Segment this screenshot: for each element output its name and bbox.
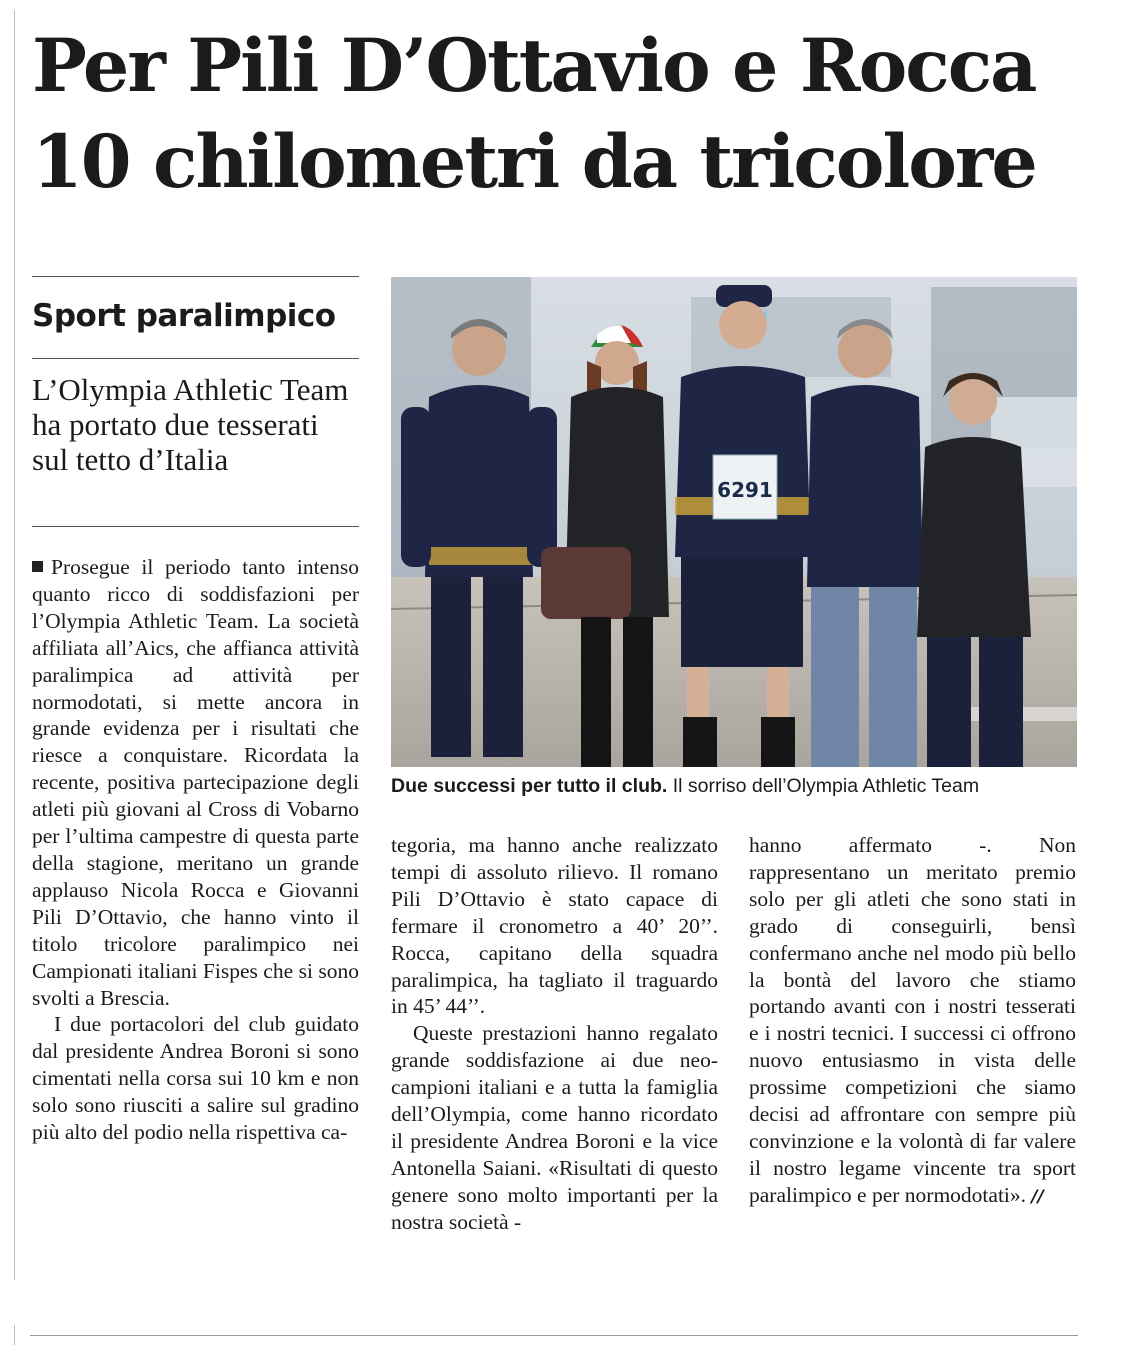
team-photo xyxy=(391,277,1077,767)
race-bib-number: 6291 xyxy=(717,478,773,502)
end-mark: // xyxy=(1031,1186,1044,1207)
subheadline: L’Olympia Athletic Team ha portato due tesserati sul tetto d’Italia xyxy=(32,372,349,477)
paragraph-text: Prosegue il periodo tanto intenso quanto ricco di soddisfazioni per l’Olympia Athletic Team. La società affiliata all’Aics, che affianca attività paralimpica ad attività per normodotati, si mette ancora in grande evidenza per i risultati che riesce a conquistare. Ricordata la recente, positiva partecipazione degli atleti più giovani al Cross di Vobarno per l’ultima campestre di questa parte della stagione, meritano un grande applauso Nicola Rocca e Giovanni Pili D’Ottavio, che hanno vinto il titolo tricolore paralimpico nei Campionati italiani Fispes che si sono svolti a Brescia. xyxy=(32,555,359,1010)
paragraph: Queste prestazioni hanno regalato grande soddisfazione ai due neo-campioni italiani e a tutta la famiglia dell’Olympia, come hanno ricordato il presidente Andrea Boroni e la vice Antonella Saiani. «Risultati di questo genere sono molto importanti per la nostra società - xyxy=(391,1021,718,1234)
page-margin-tick xyxy=(14,1325,15,1345)
kicker-bottom-rule xyxy=(32,358,359,359)
photo-caption xyxy=(391,775,1091,798)
page-margin-rule xyxy=(14,10,15,1280)
paragraph xyxy=(32,554,359,1011)
article-column-3 xyxy=(749,832,1076,1211)
paragraph: I due portacolori del club guidato dal presidente Andrea Boroni si sono cimentati nella corsa sui 10 km e non solo sono riusciti a salire sul gradino più alto del podio nella rispettiva ca- xyxy=(32,1012,359,1145)
page-bottom-rule xyxy=(30,1335,1078,1336)
headline-line-1: Per Pili D’Ottavio e Rocca xyxy=(32,23,1036,109)
caption-bold: Due successi per tutto il club. xyxy=(391,775,668,797)
square-bullet-icon xyxy=(32,561,43,572)
kicker-top-rule xyxy=(32,276,359,277)
paragraph-text: hanno affermato -. Non rappresentano un meritato premio solo per gli atleti che sono stati in grado di conseguirli, bensì confermano anche nel modo più bello la bontà del lavoro che stiamo portando avanti con i nostri tesserati e i nostri tecnici. I successi ci offrono nuovo entusiasmo in vista delle prossime competizioni che siamo decisi ad affrontare con sempre più convinzione e la volontà di far valere il nostro legame vincente tra sport paralimpico e per normodotati». xyxy=(749,833,1076,1207)
article-column-1 xyxy=(32,554,359,1146)
headline-line-2: 10 chilometri da tricolore xyxy=(32,119,1036,205)
headline xyxy=(32,18,1092,210)
section-kicker: Sport paralimpico xyxy=(32,298,336,334)
paragraph-continued xyxy=(749,832,1076,1211)
caption-text: Il sorriso dell’Olympia Athletic Team xyxy=(672,775,980,797)
article-column-2 xyxy=(391,832,718,1236)
subhead-bottom-rule xyxy=(32,526,359,527)
paragraph-continued: tegoria, ma hanno anche realizzato tempi di assoluto rilievo. Il romano Pili D’Ottavio è stato capace di fermare il cronometro a 40’ 20’’. Rocca, capitano della squadra paralimpica, ha tagliato il traguardo in 45’ 44’’. xyxy=(391,833,718,1019)
